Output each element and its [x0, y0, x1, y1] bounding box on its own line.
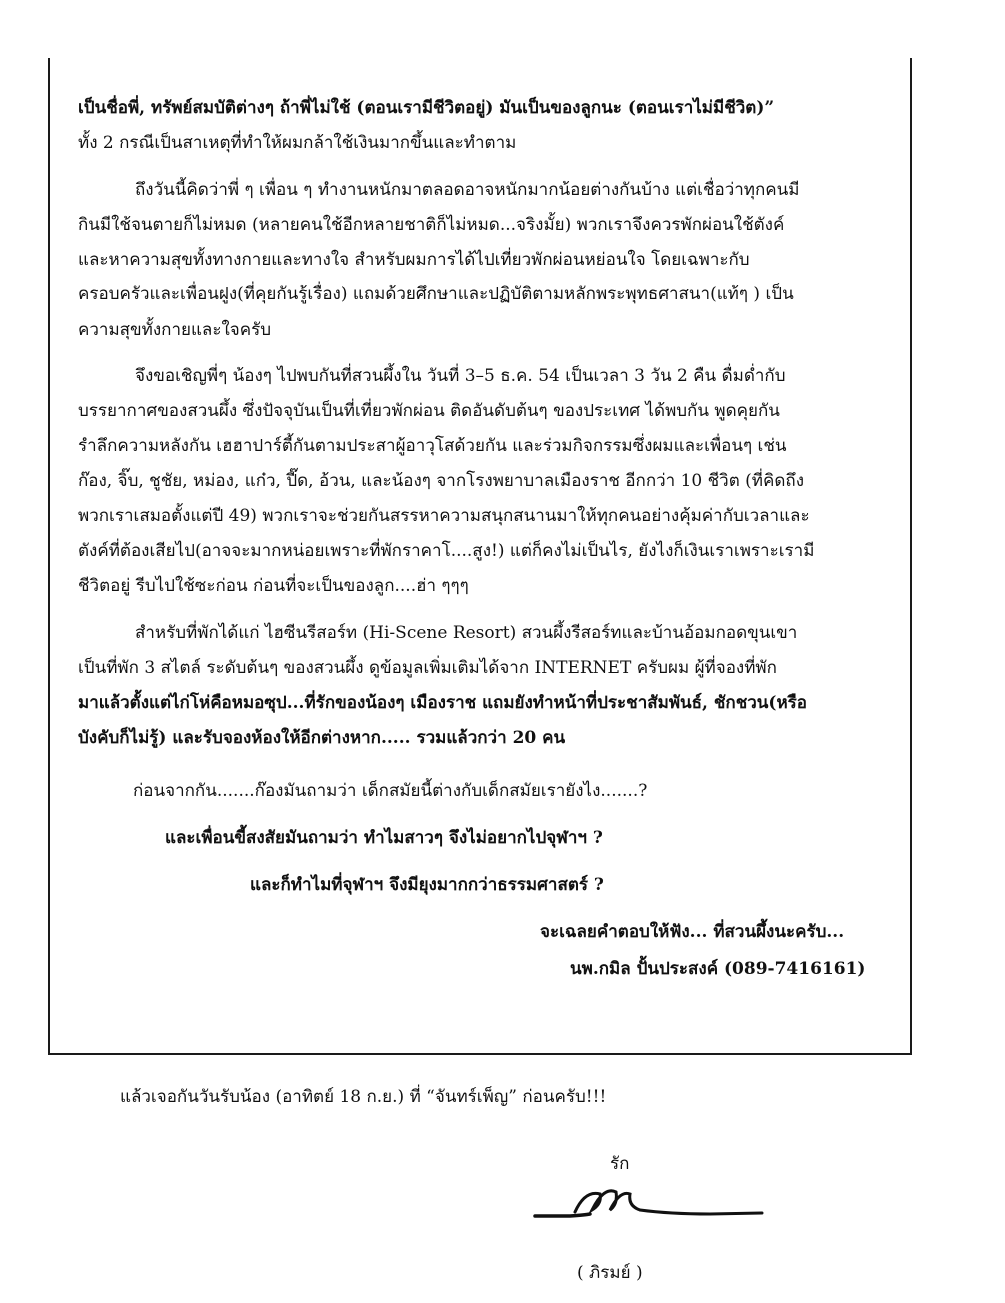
letter-line-2: ทั้ง 2 กรณีเป็นสาเหตุที่ทำให้ผมกล้าใช้เงินมากขึ้นและทำตาม — [78, 133, 517, 153]
letter-line-10: รำลึกความหลังกัน เฮฮาปาร์ตี้กันตามประสาผู้อาวุโสด้วยกัน และร่วมกิจกรรมซึ่งผมและเพื่อนๆ เช่น — [78, 436, 787, 456]
closing-word: รัก — [610, 1154, 630, 1174]
signer-name: ( ภิรมย์ ) — [577, 1263, 643, 1283]
letter-line-16: เป็นที่พัก 3 สไตล์ ระดับต้นๆ ของสวนผึ้ง ดูข้อมูลเพิ่มเติมได้จาก INTERNET ครับผม ผู้ที่จองที่พัก — [78, 658, 777, 678]
letter-line-17: มาแล้วตั้งแต่ไก่โห่คือหมอซุป...ที่รักของน้องๆ เมืองราช แถมยังทำหน้าที่ประชาสัมพันธ์, ชักชวน(หรือ — [78, 693, 808, 713]
handwritten-signature — [530, 1180, 770, 1230]
letter-line-4: กินมีใช้จนตายก็ไม่หมด (หลายคนใช้อีกหลายชาติก็ไม่หมด...จริงมั้ย) พวกเราจึงควรพักผ่อนใช้ตังค์ — [78, 215, 785, 235]
letter-line-5: และหาความสุขทั้งทางกายและทางใจ สำหรับผมการได้ไปเที่ยวพักผ่อนหย่อนใจ โดยเฉพาะกับ — [78, 250, 750, 270]
letter-line-3: ถึงวันนี้คิดว่าพี่ ๆ เพื่อน ๆ ทำงานหนักมาตลอดอาจหนักมากน้อยต่างกันบ้าง แต่เชื่อว่าทุกคนมี — [135, 180, 800, 200]
letter-line-15: สำหรับที่พักได้แก่ ไฮซีนรีสอร์ท (Hi-Scene Resort) สวนผึ้งรีสอร์ทและบ้านอ้อมกอดขุนเขา — [135, 623, 798, 643]
letter-line-14: ชีวิตอยู่ รีบไปใช้ซะก่อน ก่อนที่จะเป็นของลูก....ฮ่า ๆๆๆ — [78, 576, 469, 596]
letter-line-6: ครอบครัวและเพื่อนฝูง(ที่คุยกันรู้เรื่อง) แถมด้วยศึกษาและปฏิบัติตามหลักพระพุทธศาสนา(แท้ๆ ) เป็น — [78, 284, 794, 304]
letter-line-21: และก็ทำไมที่จุฬาฯ จึงมียุงมากกว่าธรรมศาสตร์ ? — [250, 875, 604, 895]
letter-line-22: จะเฉลยคำตอบให้ฟัง... ที่สวนผึ้งนะครับ... — [540, 922, 845, 942]
letter-signature-line: นพ.กมิล ปั้นประสงค์ (089-7416161) — [570, 959, 866, 979]
letter-line-11: ก๊อง, จิ๊บ, ชูชัย, หม่อง, แก๋ว, ปี๊ด, อ้วน, และน้องๆ จากโรงพยาบาลเมืองราช อีกกว่า 10 ชีวิต (ที่คิดถึง — [78, 471, 805, 491]
letter-line-20: และเพื่อนขี้สงสัยมันถามว่า ทำไมสาวๆ จึงไม่อยากไปจุฬาฯ ? — [165, 828, 603, 848]
letter-line-9: บรรยากาศของสวนผึ้ง ซึ่งปัจจุบันเป็นที่เที่ยวพักผ่อน ติดอันดับต้นๆ ของประเทศ ได้พบกัน พูดคุยกัน — [78, 401, 780, 421]
letter-line-13: ตังค์ที่ต้องเสียไป(อาจจะมากหน่อยเพราะที่พักราคาโ....สูง!) แต่ก็คงไม่เป็นไร, ยังไงก็เงินเราเพราะเรามี — [78, 541, 815, 561]
letter-line-19: ก่อนจากกัน.......ก๊องมันถามว่า เด็กสมัยนี้ต่างกับเด็กสมัยเรายังไง.......? — [133, 781, 648, 801]
letter-line-12: พวกเราเสมอตั้งแต่ปี 49) พวกเราจะช่วยกันสรรหาความสนุกสนานมาให้ทุกคนอย่างคุ้มค่ากับเวลาและ — [78, 506, 810, 526]
letter-line-18: บังคับก็ไม่รู้) และรับจองห้องให้อีกต่างหาก..... รวมแล้วกว่า 20 คน — [78, 728, 566, 748]
letter-line-8: จึงขอเชิญพี่ๆ น้องๆ ไปพบกันที่สวนผึ้งใน วันที่ 3–5 ธ.ค. 54 เป็นเวลา 3 วัน 2 คืน ดื่มด่ำกับ — [135, 366, 786, 386]
letter-line-7: ความสุขทั้งกายและใจครับ — [78, 320, 272, 340]
footer-note: แล้วเจอกันวันรับน้อง (อาทิตย์ 18 ก.ย.) ที่ “จันทร์เพ็ญ” ก่อนครับ!!! — [120, 1087, 607, 1107]
letter-line-1: เป็นชื่อพี่, ทรัพย์สมบัติต่างๆ ถ้าพี่ไม่ใช้ (ตอนเรามีชีวิตอยู่) มันเป็นของลูกนะ (ตอนเราไม่มีชีวิต)” — [78, 98, 775, 118]
